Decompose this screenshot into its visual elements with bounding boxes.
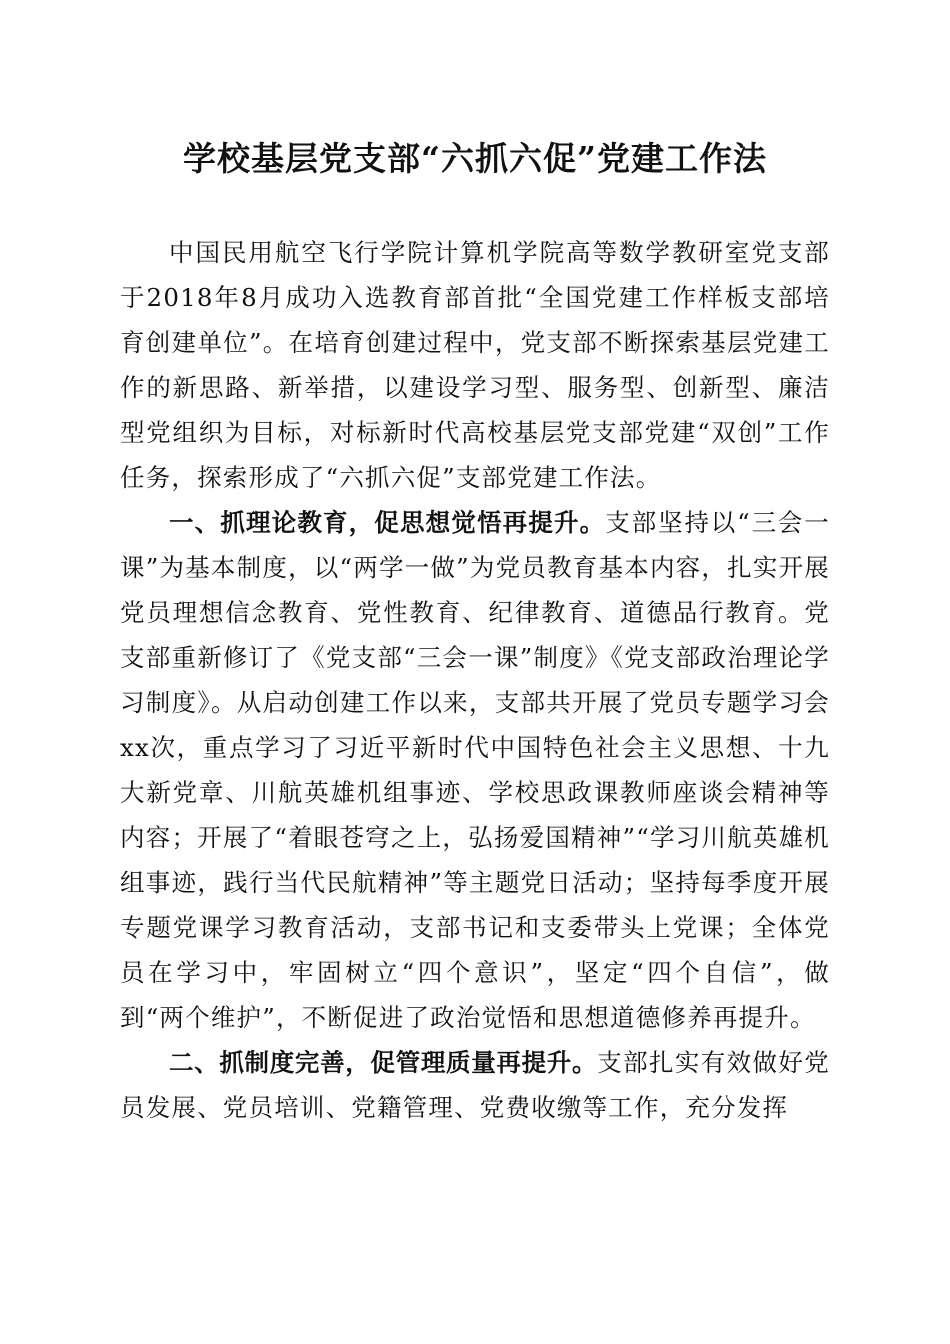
document-title: 学校基层党支部“六抓六促”党建工作法: [183, 139, 767, 178]
section-heading-2: 二、抓制度完善，促管理质量再提升。: [169, 1048, 598, 1077]
section-heading-1: 一、抓理论教育，促思想觉悟再提升。: [169, 508, 606, 537]
section-paragraph-2: [120, 1040, 830, 1130]
section-text-2: 支部扎实有效做好党员发展、党员培训、党籍管理、党费收缴等工作，充分发挥: [120, 1048, 830, 1122]
section-paragraph-1: [120, 500, 830, 1040]
intro-paragraph: 中国民用航空飞行学院计算机学院高等数学教研室党支部于2018年8月成功入选教育部首批“全国党建工作样板支部培育创建单位”。在培育创建过程中，党支部不断探索基层党建工作的新思路、新举措，以建设学习型、服务型、创新型、廉洁型党组织为目标，对标新时代高校基层党支部党建“双创”工作任务，探索形成了“六抓六促”支部党建工作法。: [120, 238, 830, 492]
section-text-1: 支部坚持以“三会一课”为基本制度，以“两学一做”为党员教育基本内容，扎实开展党员理想信念教育、党性教育、纪律教育、道德品行教育。党支部重新修订了《党支部“三会一课”制度》《党支部政治理论学习制度》。从启动创建工作以来，支部共开展了党员专题学习会xx次，重点学习了习近平新时代中国特色社会主义思想、十九大新党章、川航英雄机组事迹、学校思政课教师座谈会精神等内容；开展了“着眼苍穹之上，弘扬爱国精神”“学习川航英雄机组事迹，践行当代民航精神”等主题党日活动；坚持每季度开展专题党课学习教育活动，支部书记和支委带头上党课；全体党员在学习中，牢固树立“四个意识”，坚定“四个自信”，做到“两个维护”，不断促进了政治觉悟和思想道德修养再提升。: [120, 508, 831, 1032]
document-body: [120, 230, 830, 1130]
